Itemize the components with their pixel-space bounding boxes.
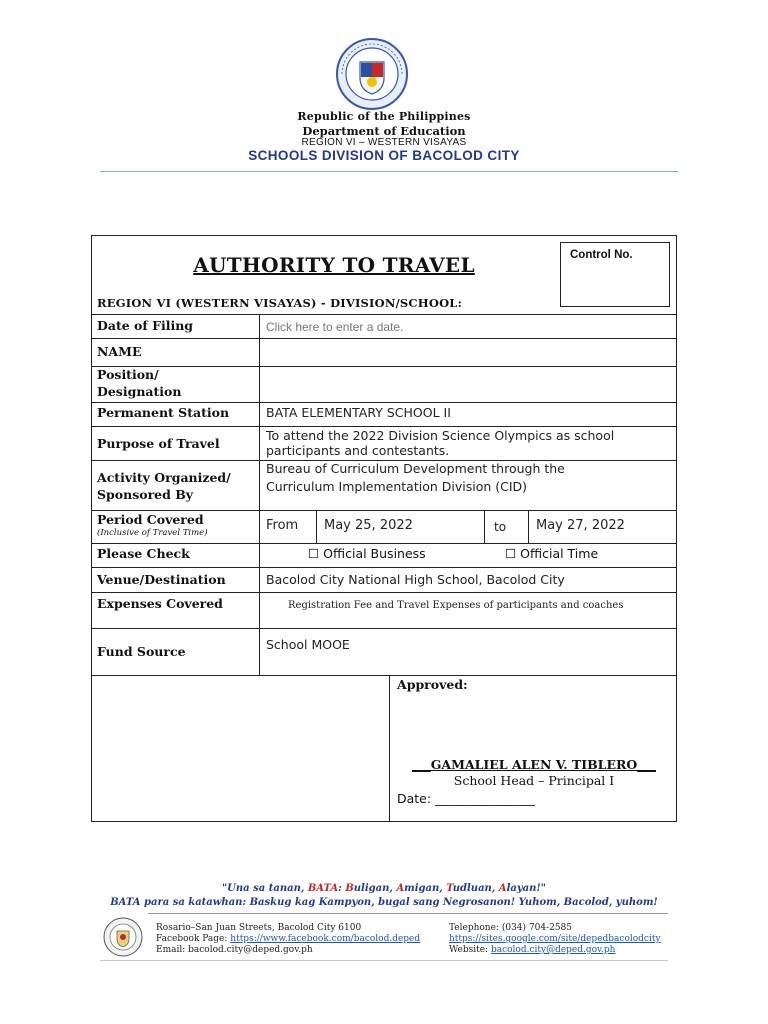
activity-label-line2: Sponsored By <box>97 487 194 502</box>
permanent-station-label: Permanent Station <box>97 405 230 420</box>
facebook-link[interactable]: https://www.facebook.com/bacolod.deped <box>230 934 421 944</box>
activity-field-line1[interactable]: Bureau of Curriculum Development through the <box>266 461 565 476</box>
date-of-filing-field[interactable]: Click here to enter a date. <box>266 320 404 334</box>
period-to-label: to <box>494 520 507 534</box>
footer-bottom-divider <box>100 960 668 961</box>
name-field[interactable] <box>266 344 671 362</box>
approval-date-field[interactable]: Date: ________________ <box>397 791 536 806</box>
position-field[interactable] <box>266 376 671 394</box>
purpose-field-line2[interactable]: participants and contestants. <box>266 443 450 458</box>
control-number-label: Control No. <box>570 249 633 261</box>
permanent-station-field[interactable]: BATA ELEMENTARY SCHOOL II <box>266 405 451 420</box>
row-divider <box>91 338 677 339</box>
row-divider <box>91 366 677 367</box>
footer-telephone: Telephone: (034) 704-2585 <box>449 923 573 933</box>
region-division-line: REGION VI (WESTERN VISAYAS) - DIVISION/SCHOOL: <box>97 296 463 310</box>
footer-website: Website: bacolod.city@deped.gov.ph <box>449 945 616 955</box>
purpose-field-line1[interactable]: To attend the 2022 Division Science Olympics as school <box>266 428 615 443</box>
footer-motto-line2: BATA para sa katawhan: Baskug kag Kampyon, bugal sang Negrosanon! Yuhom, Bacolod, yuhom! <box>110 897 658 908</box>
form-title: AUTHORITY TO TRAVEL <box>193 253 475 277</box>
column-divider <box>259 314 260 675</box>
position-label-line1: Position/ <box>97 367 159 382</box>
fund-source-field[interactable]: School MOOE <box>266 637 350 652</box>
row-divider <box>91 314 677 315</box>
website-link[interactable]: bacolod.city@deped.gov.ph <box>490 945 616 955</box>
row-divider <box>91 402 677 403</box>
expenses-label: Expenses Covered <box>97 596 223 611</box>
official-time-checkbox[interactable]: ☐ Official Time <box>505 546 599 561</box>
row-divider <box>91 675 677 676</box>
name-label: NAME <box>97 344 142 359</box>
please-check-label: Please Check <box>97 546 190 561</box>
row-divider <box>91 426 677 427</box>
footer-divider <box>148 913 668 914</box>
row-divider <box>91 543 677 544</box>
approved-label: Approved: <box>397 677 468 692</box>
date-of-filing-label: Date of Filing <box>97 318 194 333</box>
column-divider <box>316 510 317 543</box>
row-divider <box>91 592 677 593</box>
header-region: REGION VI – WESTERN VISAYAS <box>301 137 467 148</box>
position-label-line2: Designation <box>97 384 182 399</box>
row-divider <box>91 510 677 511</box>
footer-email: Email: bacolod.city@deped.gov.ph <box>156 945 313 955</box>
approver-title: School Head – Principal I <box>453 773 615 788</box>
header-divider <box>100 171 678 172</box>
period-label: Period Covered <box>97 512 204 527</box>
deped-seal-icon <box>336 38 408 110</box>
column-divider <box>389 675 390 822</box>
sites-link[interactable]: https://sites.google.com/site/depedbacolodcity <box>449 934 661 944</box>
footer-address: Rosario–San Juan Streets, Bacolod City 6100 <box>156 923 362 933</box>
venue-label: Venue/Destination <box>97 572 226 587</box>
division-logo-icon <box>103 917 143 957</box>
official-business-checkbox[interactable]: ☐ Official Business <box>308 546 426 561</box>
footer-facebook: Facebook Page: https://www.facebook.com/bacolod.deped <box>156 934 421 944</box>
approver-name: ___GAMALIEL ALEN V. TIBLERO___ <box>411 757 657 772</box>
expenses-field[interactable]: Registration Fee and Travel Expenses of participants and coaches <box>288 600 624 611</box>
period-from-label: From <box>266 518 299 533</box>
control-number-box[interactable] <box>560 242 670 307</box>
period-to-field[interactable]: May 27, 2022 <box>536 518 625 533</box>
header-division: SCHOOLS DIVISION OF BACOLOD CITY <box>248 148 520 163</box>
row-divider <box>91 567 677 568</box>
activity-field-line2[interactable]: Curriculum Implementation Division (CID) <box>266 479 528 494</box>
activity-label-line1: Activity Organized/ <box>97 470 231 485</box>
header-department: Department of Education <box>302 124 466 138</box>
column-divider <box>484 510 485 543</box>
venue-field[interactable]: Bacolod City National High School, Bacolod City <box>266 572 565 587</box>
period-from-field[interactable]: May 25, 2022 <box>324 518 413 533</box>
purpose-label: Purpose of Travel <box>97 436 220 451</box>
footer-sites <box>449 934 661 945</box>
column-divider <box>528 510 529 543</box>
header-republic: Republic of the Philippines <box>297 110 471 123</box>
fund-source-label: Fund Source <box>97 644 186 659</box>
footer-motto-line1: "Una sa tanan, BATA: Buligan, Amigan, Tudluan, Alayan!" <box>221 883 547 894</box>
period-sublabel: (Inclusive of Travel Time) <box>97 528 208 538</box>
row-divider <box>91 628 677 629</box>
